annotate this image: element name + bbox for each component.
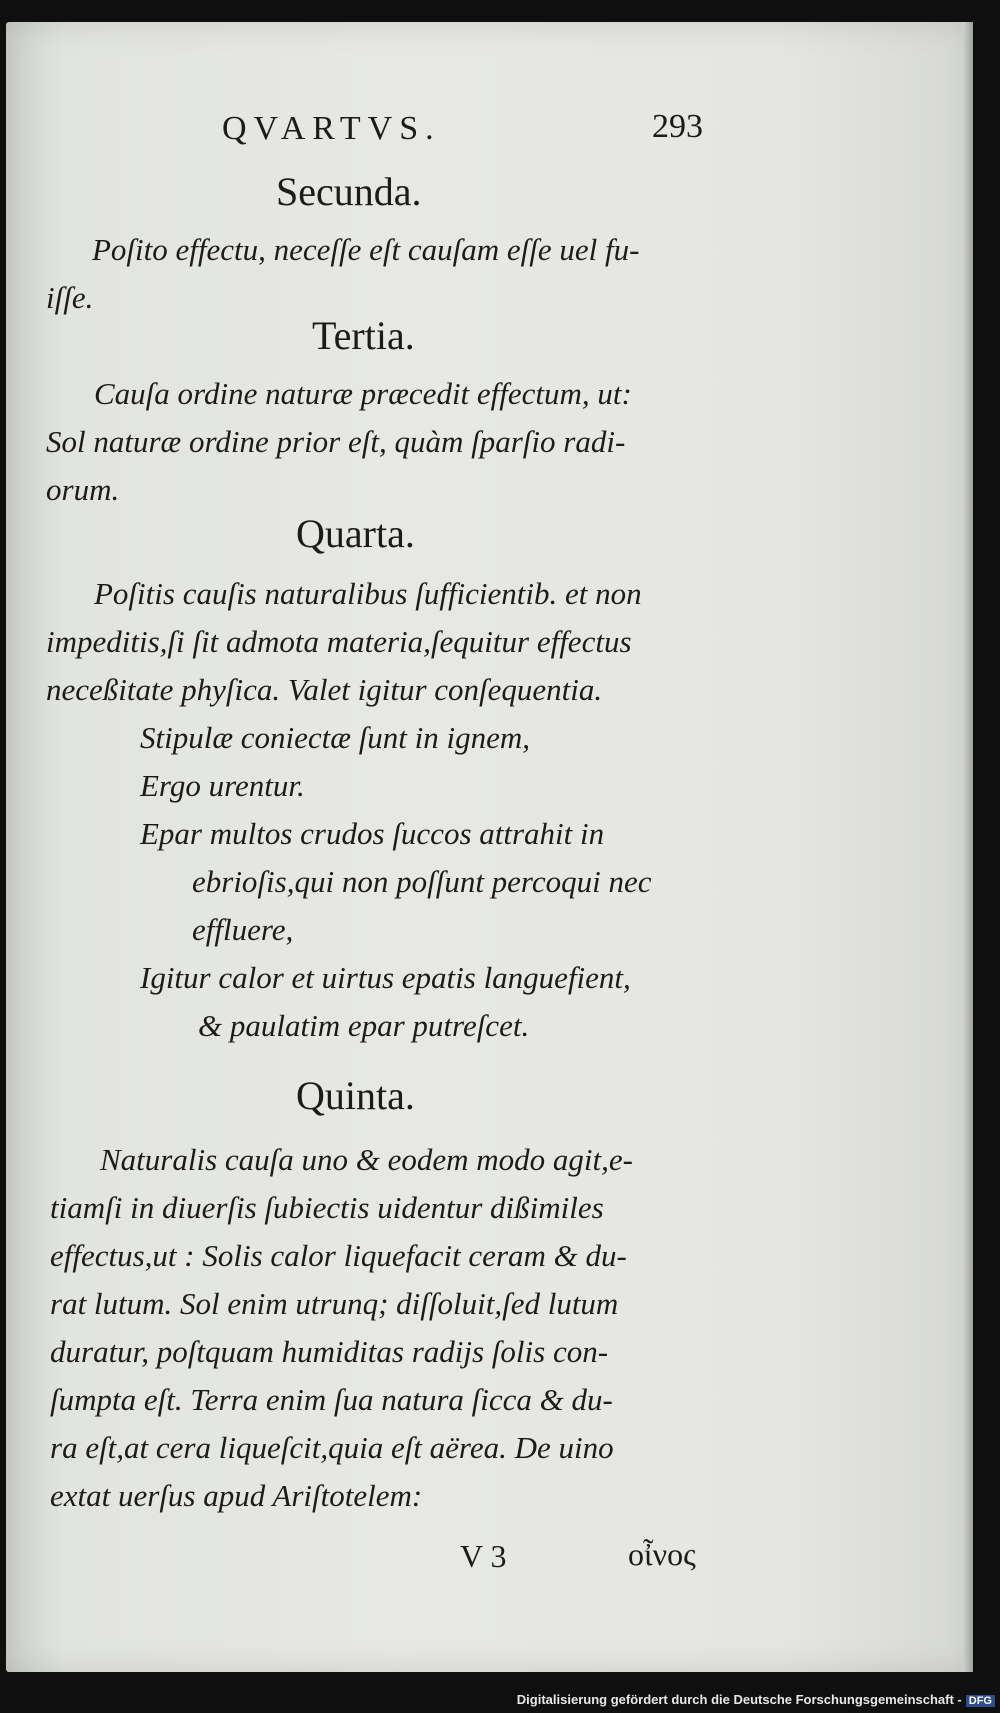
text-line: orum. — [46, 472, 120, 507]
text-line: ra eſt,at cera liqueſcit,quia eſt aërea. De uino — [50, 1430, 614, 1465]
text-line: Poſito effectu, neceſſe eſt cauſam eſſe uel fu- — [92, 232, 640, 267]
text-line: effluere, — [192, 912, 294, 947]
text-line: Stipulæ coniectæ ſunt in ignem, — [140, 720, 531, 755]
signature-mark: V 3 — [460, 1538, 507, 1574]
running-head: QVARTVS. — [222, 110, 441, 147]
text-line: Naturalis cauſa uno & eodem modo agit,e- — [100, 1142, 633, 1177]
digitization-footer — [0, 1692, 995, 1707]
text-line: impeditis,ſi ſit admota materia,ſequitur effectus — [46, 624, 632, 659]
text-line: neceßitate phyſica. Valet igitur conſequentia. — [46, 672, 603, 707]
text-line: Poſitis cauſis naturalibus ſufficientib. et non — [94, 576, 642, 611]
text-line: ebrioſis,qui non poſſunt percoqui nec — [192, 864, 652, 899]
text-line: Epar multos crudos ſuccos attrahit in — [140, 816, 605, 851]
dfg-logo: DFG — [966, 1695, 995, 1707]
text-line: Cauſa ordine naturæ præcedit effectum, ut: — [94, 376, 632, 411]
text-line: Ergo urentur. — [140, 768, 305, 803]
page-edge — [963, 22, 973, 1672]
text-line: ſumpta eſt. Terra enim ſua natura ſicca & du- — [50, 1382, 613, 1417]
text-line: rat lutum. Sol enim utrunq; diſſoluit,ſed lutum — [50, 1286, 619, 1321]
footer-text: Digitalisierung gefördert durch die Deutsche Forschungsgemeinschaft - — [516, 1692, 962, 1707]
text-line: iſſe. — [46, 280, 94, 315]
section-heading: Tertia. — [312, 313, 415, 358]
page-number: 293 — [652, 108, 703, 145]
text-line: Igitur calor et uirtus epatis languefient, — [140, 960, 631, 995]
section-heading: Quarta. — [296, 511, 415, 556]
text-line: Sol naturæ ordine prior eſt, quàm ſparſio radi- — [46, 424, 626, 459]
catchword: οἶνος — [628, 1536, 696, 1572]
text-line: effectus,ut : Solis calor liquefacit ceram & du- — [50, 1238, 627, 1273]
text-line: & paulatim epar putreſcet. — [198, 1008, 530, 1043]
text-line: extat uerſus apud Ariſtotelem: — [50, 1478, 423, 1513]
section-heading: Secunda. — [276, 169, 422, 214]
text-line: tiamſi in diuerſis ſubiectis uidentur dißimiles — [50, 1190, 604, 1225]
section-heading: Quinta. — [296, 1073, 415, 1118]
text-line: duratur, poſtquam humiditas radijs ſolis con- — [50, 1334, 609, 1369]
